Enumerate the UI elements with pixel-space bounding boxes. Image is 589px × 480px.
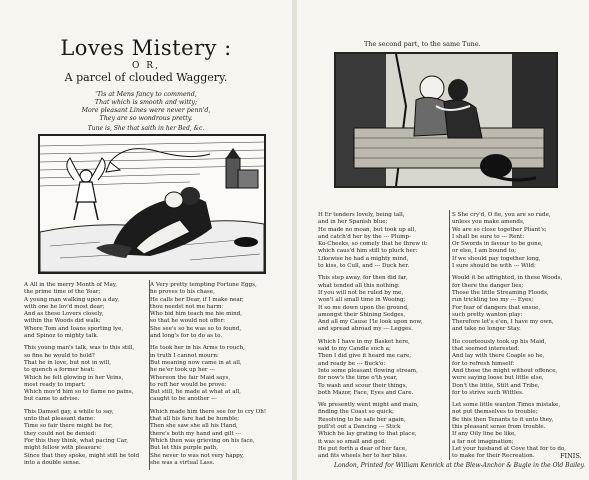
second-part-header: The second part, to the same Tune. [364,40,481,48]
verse-line: It so me down upon the ground, [318,304,409,311]
verse-line: not put themselves to trouble; [452,409,538,416]
verse-line: If you will not be ruled by me, [318,289,404,296]
verse-line: and catch'd her by the --- Plump- [318,233,411,240]
woodcut-bedchamber-illustration [334,52,558,188]
verse-line: for there the danger lies; [452,282,524,289]
verse-line: said to my Candle such a; [318,346,391,353]
verse-line: I sure should be with --- Wild: [452,263,536,270]
verse-line: Be this then Tenants to it unto they, [452,416,554,423]
verse-line: unless you make amends, [452,219,525,226]
verse-line: This step away, for then did far, [318,275,408,282]
intro-line: That which is smooth and witty; [94,99,198,106]
verse-line: Don't the little, Stilt and Tribe, [452,382,540,389]
verse-line: he proves to his chase, [150,289,215,296]
verse-line: But still, he made at what at all, [150,389,241,396]
verse-line: the prime time of the Year; [24,289,101,296]
verse-line: or else, I am bound to; [452,248,517,255]
ballad-subtitle: A parcel of clouded Waggery. [64,71,228,84]
verse-line: And as these Lovers closely, [24,311,104,318]
verse-line: She never to was not very happy, [150,452,244,459]
verse-line: We are so close together Pliant's; [452,226,547,233]
verse-line: to kiss, to Cull, and --- Duck her. [318,263,410,270]
verse-line: that all his fare had be humble; [150,416,240,423]
verse-line: for to strive such Wittles. [452,389,524,396]
verse-line: I shall be sure to --- Rent: [452,233,525,240]
verse-line: and fits wheels her to her bliss. [318,453,408,460]
verse-line: and ready be --- Buck'o: [318,360,386,367]
verse-line: won't all small time in Wooing; [318,297,406,304]
printer-imprint: London, Printed for William Kenrick at the Blew-Anchor & Bugle in the Old Bailey. [334,462,586,469]
verse-line: Would it be affrighted, in these Woods, [452,275,563,282]
verse-line: so that he would not offer: [150,318,226,325]
verse-line: Time so fair there might be for, [24,423,113,430]
woodcut-lovers-illustration [38,134,266,274]
verse-line: with one he lov'd most dear; [24,303,105,310]
verse-line: But let this purple path, [150,445,219,452]
verse-line: this pleasant sense from trouble. [452,424,546,431]
verse-line: in truth I cannot mourn: [150,352,219,359]
intro-line: They are so wondrous pretty. [99,115,193,122]
verse-line: to make for their Recreation. [452,453,535,460]
verse-line: He took her in his Arms to rouch, [150,345,245,352]
ballad-column-1 [24,282,148,467]
verse-line: And those the might without offence, [452,367,558,374]
verse-line: and Spinoz to mighty talk. [24,333,99,340]
verse-line: He put forth a dear of her face, [318,445,407,452]
verse-line: she was a virtual Lass. [150,459,215,466]
verse-line: amongst their Shining Sedges, [318,311,406,318]
left-page [0,0,292,480]
verse-line: for now's the time o'th year, [318,375,398,382]
woodcut-drawing [40,136,264,272]
verse-line: run trickling too my --- Eyes; [452,297,534,304]
verse-line: Into some pleasant flowing stream, [318,367,418,374]
verse-line: so fine he would to hold? [24,352,95,359]
verse-line: Then she saw she all his Hand, [150,423,238,430]
verse-line: But meaning now came in at all, [150,359,242,366]
verse-line: such pretty wanton play: [452,311,523,318]
verse-line: to quench a former heat: [24,367,95,374]
verse-line: within the Woods did walk; [24,318,101,325]
verse-line: Resolving to be safe her again, [318,416,406,423]
verse-line: Which made him there see for to cry Oh! [150,408,267,415]
verse-line: Which then was grieving on his face, [150,437,255,444]
verse-line: pull'st out a Dancing --- Stick [318,424,401,431]
verse-line: Then I did give it heard me care, [318,353,412,360]
verse-line: For this they think, what pacing Car, [24,437,128,444]
verse-line: Where Tom and Ioans sporting lye, [24,325,124,332]
verse-line: And all my Cause I'le look upon now, [318,319,423,326]
verse-line: were saying loose but little else, [452,375,544,382]
verse-line: to reft her would be prove: [150,381,227,388]
verse-line: caught to be another --- [150,396,217,403]
verse-line: Likewise he had a mighty mind, [318,255,409,262]
verse-line: Therefore let's e'en, I have my own, [452,319,554,326]
verse-line: but came to advise. [24,396,80,403]
verse-line: That he in love, but not in will, [24,359,112,366]
verse-line: To wash and scour their things, [318,382,408,389]
verse-line: Which he felt glowing in her Veins, [24,374,124,381]
verse-line: She see's so he was so to found, [150,325,242,332]
verse-line: And lay with there Coaple so he, [452,353,545,360]
verse-line: S She cry'd, O fie, you are so rude, [452,212,551,218]
verse-line: thou needst not me harm: [150,303,224,310]
verse-line: A young man walking upon a day, [24,296,120,303]
verse-line: and long's for to do as to. [150,333,223,340]
verse-line: Which I have in my Basket here, [318,338,410,345]
column-divider [449,210,450,460]
ballad-title: Loves Mistery : [60,36,232,60]
verse-line: He courteously took up his Maid, [452,338,547,345]
verse-line: Let your husband at Cove that for to do, [452,445,567,452]
verse-line: and spread abroad my --- Legges. [318,326,413,333]
verse-line: For fear of dangers that ensue, [452,304,541,311]
verse-line: We presently went might and main, [318,402,419,409]
finis-mark: FINIS. [560,452,582,460]
verse-line: and take no longer Stay. [452,326,521,333]
verse-line: This young man's talk, was to this still, [24,345,135,352]
verse-line: there's both my hand and gilt --- [150,430,242,437]
verse-line: that seemed interested: [452,346,520,353]
ballad-column-3 [318,212,444,461]
verse-line: which caus'd him still to pluck her: [318,248,418,255]
verse-line: most ready to impart: [24,381,86,388]
verse-line: Which mov'd him so to flame no pains, [24,389,134,396]
verse-line: Those the little Streaming Floods, [452,289,549,296]
verse-line: for to refresh himself: [452,360,515,367]
verse-line: unto that pleasant dame: [24,416,96,423]
intro-line: More pleasant Lines were never penn'd, [81,107,211,114]
verse-line: Ko-Cheeks, so comely that he threw it: [318,241,428,248]
verse-line: finding the Coast so quick; [318,409,394,416]
verse-line: If any Oily line be like, [452,431,517,438]
woodcut-drawing [336,54,556,186]
verse-line: Let some little wanton Times mistake, [452,402,561,409]
verse-line: Since that they spoke, might still be told [24,452,140,459]
intro-verse [0,91,292,123]
verse-line: If we should pay together long, [452,255,541,262]
verse-line: he ne'er took up her --- [150,367,216,374]
verse-line: H Er tenders lovely, being tall, [318,212,405,218]
verse-line: Who bid him teach me hie mind, [150,311,243,318]
verse-line: A All in the merry Month of May, [24,282,118,288]
verse-line: Or Swords in favour to be gone, [452,241,543,248]
verse-line: both Mazor, Face, Eyes and Care. [318,389,414,396]
verse-line: He made no moan, but took up all, [318,226,417,233]
verse-line: A Very pretty tempting Fortune Eggs, [150,282,257,288]
verse-line: might fellow with pleasure: [24,445,102,452]
ballad-column-2 [150,282,280,467]
verse-line: and in her Spanish blue; [318,219,388,226]
verse-line: Which he lay grating to that place, [318,431,417,438]
verse-line: what tended all this nothing: [318,282,400,289]
verse-line: they could not be denied: [24,430,97,437]
verse-line: Whereon the fair Maid says, [150,374,231,381]
verse-line: This Damsel gay, a while to say, [24,408,114,415]
tune-line: Tune is, She that saith in her Bed, &c. [87,125,205,132]
ballad-column-4 [452,212,582,461]
verse-line: it was so small and god: [318,438,387,445]
title-or: O R, [132,61,160,71]
verse-line: into a double sense. [24,459,81,466]
intro-line: 'Tis at Mens fancy to commend, [95,91,197,98]
verse-line: a far not imagination; [452,438,514,445]
verse-line: He calls her Dear, if I make near, [150,296,244,303]
